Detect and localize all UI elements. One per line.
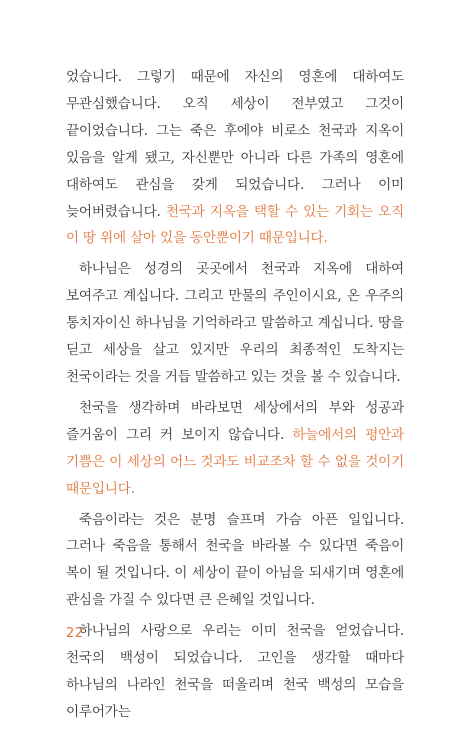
paragraph-1 [66, 64, 404, 252]
paragraph-1-text: 었습니다. 그렇기 때문에 자신의 영혼에 대하여도 무관심했습니다. 오직 세상이 전부였고 그것이 끝이었습니다. 그는 죽은 후에야 비로소 천국과 지옥이 있음을 알게 됐고, 자신뿐만 아니라 다른 가족의 영혼에 대하여도 관심을 갖게 되었습니다. 그러나 이미 늦어버렸습니다. [66, 69, 404, 220]
page-number: 22 [66, 626, 84, 641]
paragraph-2 [66, 256, 404, 391]
paragraph-5 [66, 618, 404, 726]
paragraph-3-highlight: 하늘에서의 평안과 기쁨은 이 세상의 어느 것과도 비교조차 할 수 없을 것이기 때문입니다. [66, 426, 404, 497]
paragraph-5-text: 하나님의 사랑으로 우리는 이미 천국을 얻었습니다. 천국의 백성이 되었습니다. 고인을 생각할 때마다 하나님의 나라인 천국을 떠올리며 천국 백성의 모습을 이루어가는 [66, 623, 404, 720]
paragraph-2-text: 하나님은 성경의 곳곳에서 천국과 지옥에 대하여 보여주고 계십니다. 그리고 만물의 주인이시요, 온 우주의 통치자이신 하나님을 기억하라고 말씀하고 계십니다. 땅을 딛고 세상을 살고 있지만 우리의 최종적인 도착지는 천국이라는 것을 거듭 말씀하고 있는 것을 볼 수 있습니다. [66, 261, 404, 385]
body-text [66, 64, 404, 730]
paragraph-3 [66, 395, 404, 503]
paragraph-1-highlight: 천국과 지옥을 택할 수 있는 기회는 오직 이 땅 위에 살아 있을 동안뿐이기 때문입니다. [66, 203, 404, 247]
paragraph-4 [66, 507, 404, 615]
paragraph-3-text: 천국을 생각하며 바라보면 세상에서의 부와 성공과 즐거움이 그리 커 보이지 않습니다. [66, 399, 404, 443]
paragraph-4-text: 죽음이라는 것은 분명 슬프며 가슴 아픈 일입니다. 그러나 죽음을 통해서 천국을 바라볼 수 있다면 죽음이 복이 될 것입니다. 이 세상이 끝이 아님을 되새기며 영혼에 관심을 가질 수 있다면 큰 은혜일 것입니다. [66, 511, 404, 609]
